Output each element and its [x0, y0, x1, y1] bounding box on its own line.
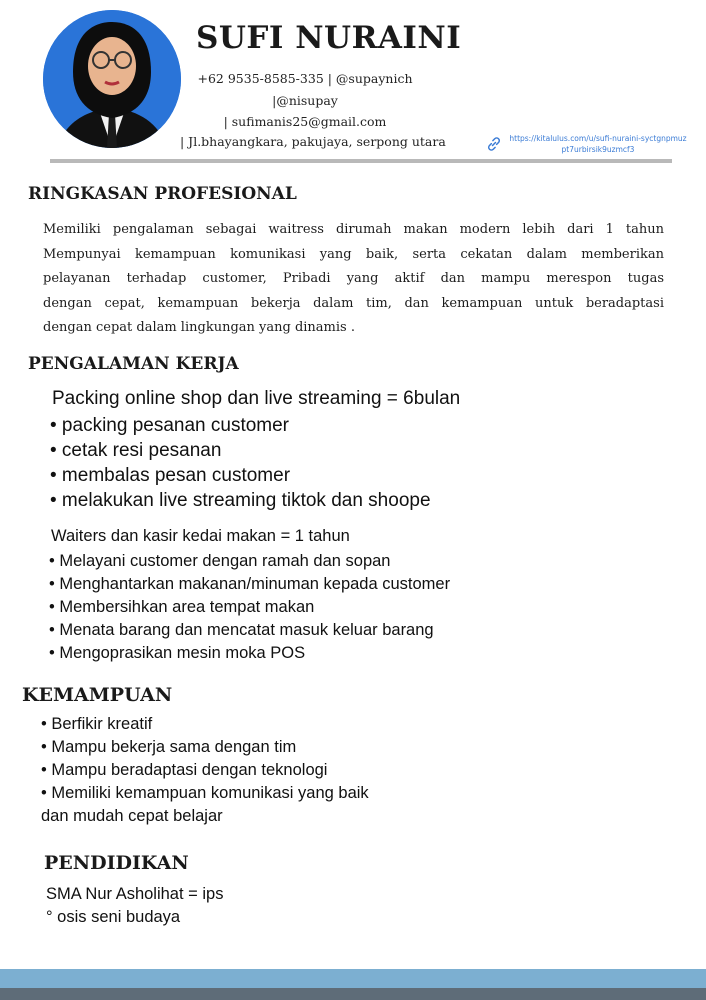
job-duties-packing [50, 413, 431, 513]
footer-band-dark [0, 988, 706, 1000]
list-item: • Mengoprasikan mesin moka POS [49, 644, 306, 662]
portfolio-link-text[interactable]: https://kitalulus.com/u/sufi-nuraini-syctgnpmuzpt7urbirsik9uzmcf3 [509, 134, 687, 154]
list-item: • Menata barang dan mencatat masuk keluar barang [49, 621, 434, 639]
education-note: ° osis seni budaya [46, 908, 181, 926]
experience-heading: PENGALAMAN KERJA [28, 354, 239, 374]
summary-line: pelayanan terhadap customer, Pribadi yang aktif dan mampu merespon tugas [43, 271, 664, 286]
list-item: • packing pesanan customer [50, 415, 290, 436]
summary-line: Memiliki pengalaman sebagai waitress dirumah makan modern lebih dari 1 tahun [43, 222, 664, 237]
list-item: • membalas pesan customer [50, 465, 291, 486]
list-item: • Mampu bekerja sama dengan tim [41, 738, 297, 756]
summary-paragraph [43, 218, 664, 341]
summary-heading: RINGKASAN PROFESIONAL [28, 184, 297, 204]
contact-phone-social: +62 9535-8585-335 | @supaynich [197, 71, 413, 86]
footer-band-light [0, 969, 706, 988]
skills-heading: KEMAMPUAN [22, 684, 173, 706]
job-title-waiters: Waiters dan kasir kedai makan = 1 tahun [51, 527, 350, 545]
contact-email: | sufimanis25@gmail.com [223, 114, 387, 129]
summary-line: dengan cepat, kemampuan bekerja dalam tim, dan kemampuan untuk beradaptasi [43, 295, 664, 311]
summary-line: Mempunyai kemampuan komunikasi yang baik, serta cekatan dalam memberikan [43, 246, 664, 262]
list-item: • Membersihkan area tempat makan [49, 598, 315, 616]
contact-address: | Jl.bhayangkara, pakujaya, serpong utara [180, 134, 446, 149]
education-heading: PENDIDIKAN [44, 852, 189, 874]
job-duties-waiters [49, 550, 450, 665]
list-item: • Memiliki kemampuan komunikasi yang baik [41, 784, 369, 802]
list-item: • Melayani customer dengan ramah dan sopan [49, 552, 391, 570]
header-divider [50, 159, 672, 163]
education-school: SMA Nur Asholihat = ips [46, 885, 224, 903]
job-title-packing: Packing online shop dan live streaming = 6bulan [52, 388, 461, 409]
link-icon [485, 135, 503, 153]
portfolio-link[interactable] [485, 133, 687, 155]
list-item: • melakukan live streaming tiktok dan shoope [50, 490, 431, 511]
skills-list [41, 713, 369, 828]
list-item: • cetak resi pesanan [50, 440, 222, 461]
summary-line: dengan cepat dalam lingkungan yang dinamis . [43, 320, 355, 335]
list-item: • Berfikir kreatif [41, 715, 153, 733]
contact-social-handle: |@nisupay [272, 93, 338, 108]
list-item: • Mampu beradaptasi dengan teknologi [41, 761, 328, 779]
resume-name: SUFI NURAINI [196, 20, 462, 56]
list-item: • Menghantarkan makanan/minuman kepada customer [49, 575, 451, 593]
list-item-continuation: dan mudah cepat belajar [41, 807, 223, 825]
